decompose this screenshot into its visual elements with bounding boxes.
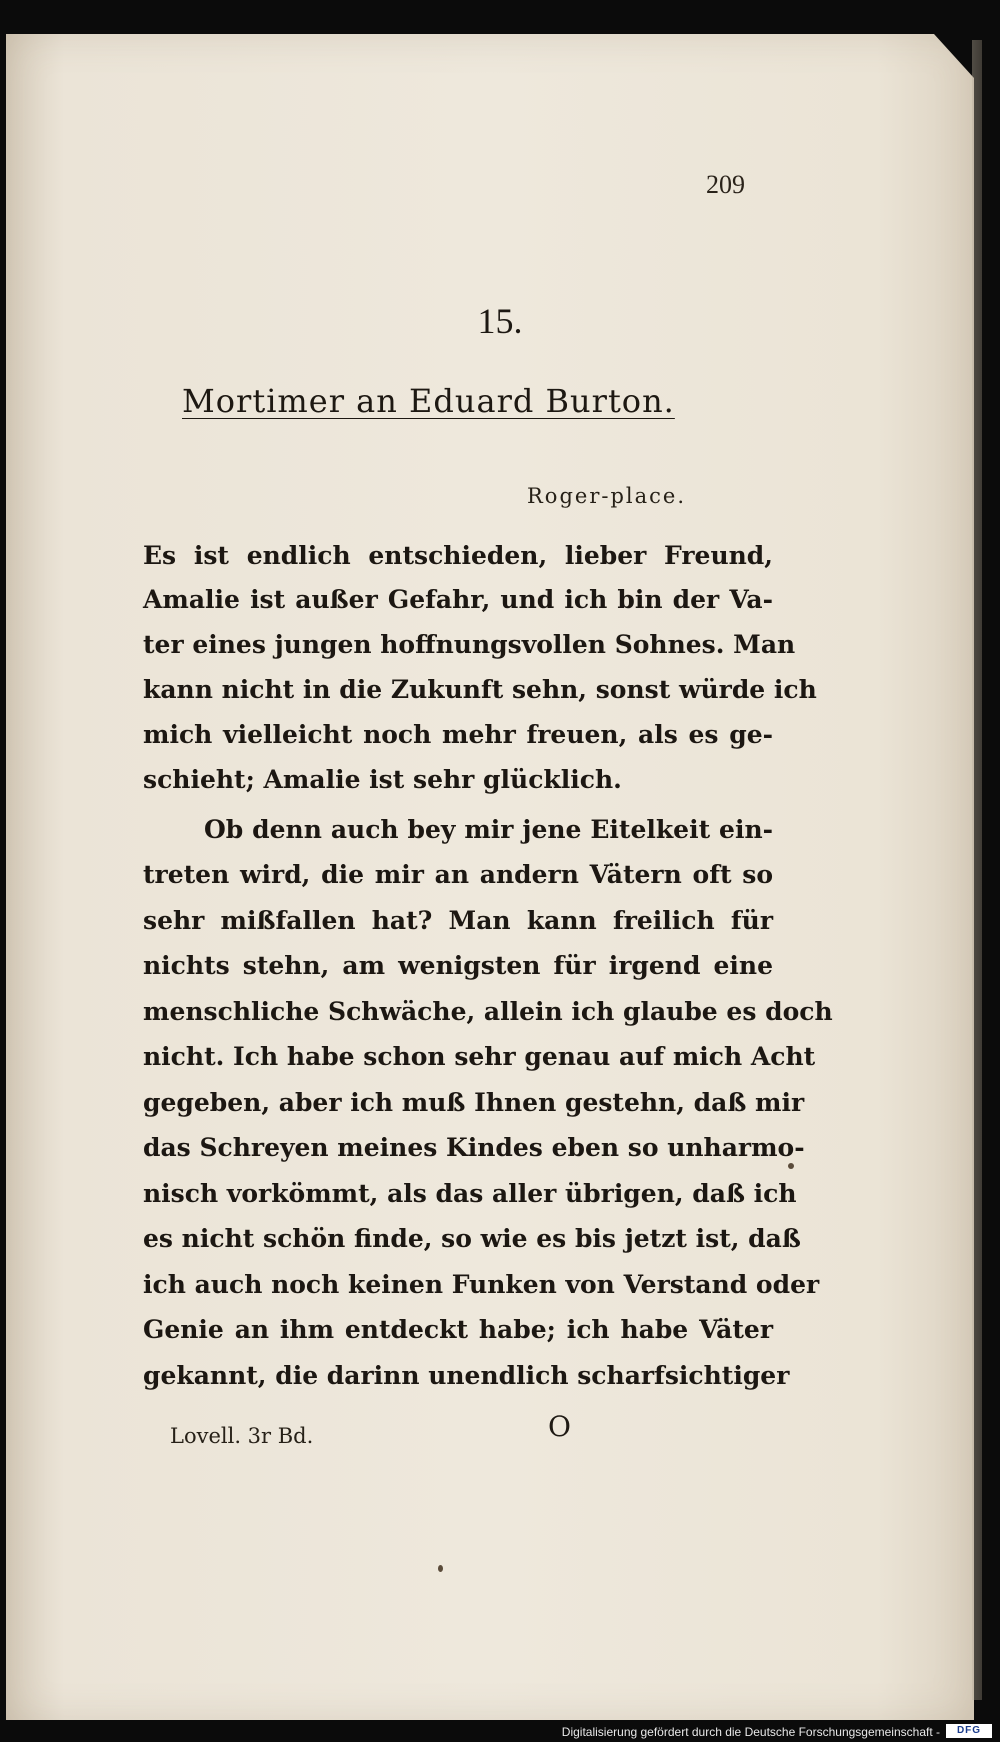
text-line: schieht; Amalie ist sehr glücklich. xyxy=(143,765,622,794)
signature-mark: O xyxy=(548,1410,571,1443)
dfg-logo: DFG xyxy=(946,1724,992,1738)
text-line: Ob denn auch bey mir jene Eitelkeit ein- xyxy=(204,815,773,844)
text-line: menschliche Schwäche, allein ich glaube es doch xyxy=(143,997,833,1026)
page-number: 209 xyxy=(706,170,745,199)
chapter-number: 15. xyxy=(477,301,523,341)
text-line: treten wird, die mir an andern Vätern oft so xyxy=(143,860,773,889)
text-line: nichts stehn, am wenigsten für irgend eine xyxy=(143,951,773,980)
ink-speck xyxy=(438,1565,443,1572)
text-line: das Schreyen meines Kindes eben so unharmo- xyxy=(143,1133,805,1162)
text-line: nicht. Ich habe schon sehr genau auf mich Acht xyxy=(143,1042,816,1071)
text-line: es nicht schön finde, so wie es bis jetzt ist, daß xyxy=(143,1224,801,1253)
letter-title: Mortimer an Eduard Burton. xyxy=(182,382,675,420)
text-line: kann nicht in die Zukunft sehn, sonst würde ich xyxy=(143,675,817,704)
text-line: gegeben, aber ich muß Ihnen gestehn, daß mir xyxy=(143,1088,805,1117)
text-line: Amalie ist außer Gefahr, und ich bin der Va- xyxy=(143,585,773,614)
funding-credit: Digitalisierung gefördert durch die Deutsche Forschungsgemeinschaft - xyxy=(561,1725,940,1739)
text-line: gekannt, die darinn unendlich scharfsichtiger xyxy=(143,1361,790,1390)
text-line: ter eines jungen hoffnungsvollen Sohnes. Man xyxy=(143,630,796,659)
text-line: mich vielleicht noch mehr freuen, als es ge- xyxy=(143,720,773,749)
text-line: Genie an ihm entdeckt habe; ich habe Väter xyxy=(143,1315,773,1344)
viewer-footer xyxy=(0,1720,1000,1742)
text-line: Es ist endlich entschieden, lieber Freund, xyxy=(143,541,773,570)
ink-speck xyxy=(788,1163,794,1169)
text-line: nisch vorkömmt, als das aller übrigen, daß ich xyxy=(143,1179,797,1208)
text-line: sehr mißfallen hat? Man kann freilich für xyxy=(143,906,773,935)
text-line: ich auch noch keinen Funken von Verstand oder xyxy=(143,1270,820,1299)
folded-corner xyxy=(934,34,974,78)
signature-line: Lovell. 3r Bd. xyxy=(170,1424,314,1448)
letter-place: Roger-place. xyxy=(527,484,687,508)
page-edge-shadow xyxy=(972,40,982,1700)
